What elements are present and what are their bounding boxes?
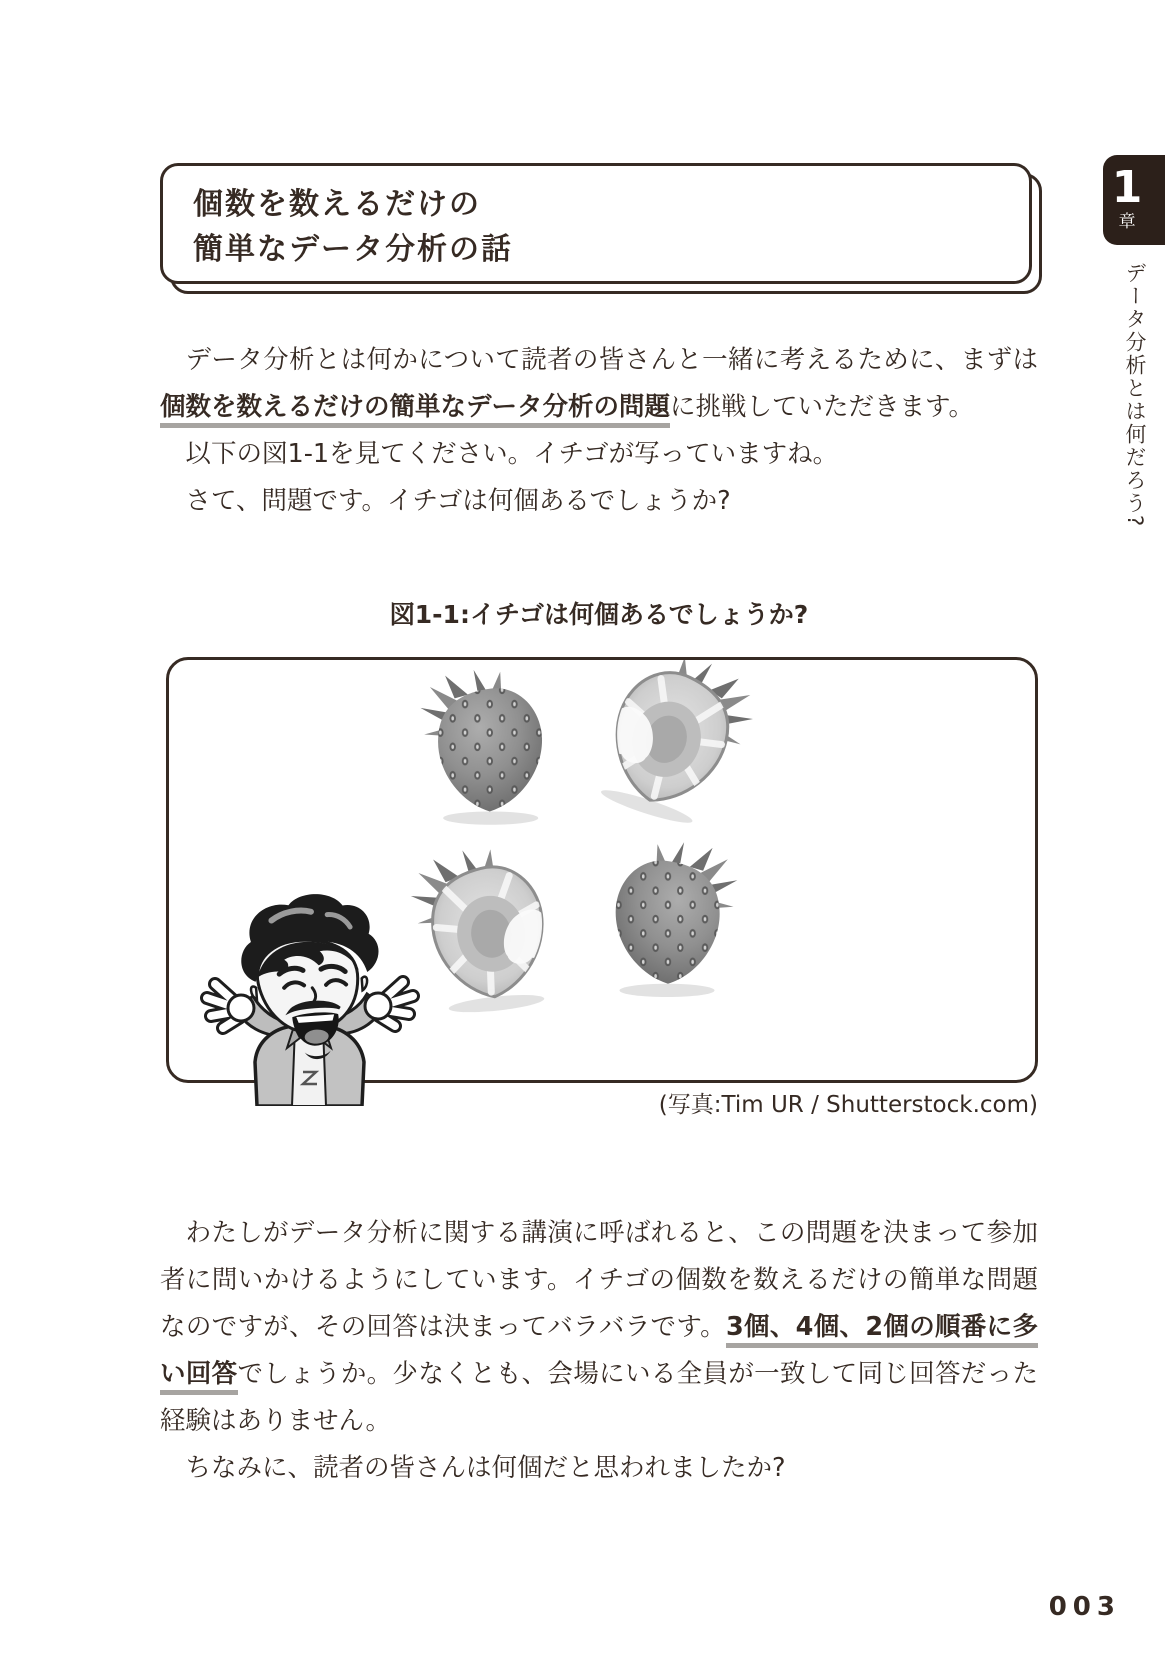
p4-emphasis: 3個、4個、2個の順番に多い回答 [160, 1312, 1038, 1395]
strawberry-whole-top-left [420, 670, 548, 825]
chapter-number-tab [1103, 155, 1165, 245]
paragraph-2: 以下の図1-1を見てください。イチゴが写っていますね。 [185, 439, 839, 469]
page-number: 003 [1048, 1592, 1121, 1622]
chapter-number-suffix: 章 [1118, 212, 1136, 232]
p4-text-a: わたしがデータ分析に関する講演に呼ばれると、この問題を決まって参加者に問いかけるようにしています。イチゴの個数を数えるだけの簡単な問題なのですが、その回答は決まってバラバラです。 [160, 1218, 1038, 1342]
paragraph-5: ちなみに、読者の皆さんは何個だと思われましたか? [185, 1453, 786, 1483]
body-text-block [160, 1210, 1038, 1492]
chapter-number: 1 [1111, 162, 1143, 213]
chapter-title-box [160, 163, 1032, 284]
chapter-title-line-1: 個数を数えるだけの [193, 187, 481, 222]
intro-text-block [160, 337, 1038, 525]
paragraph-3: さて、問題です。イチゴは何個あるでしょうか? [185, 486, 731, 516]
p1-emphasis: 個数を数えるだけの簡単なデータ分析の問題 [160, 392, 670, 428]
p4-text-b: でしょうか。少なくとも、会場にいる全員が一致して同じ回答だった経験はありません。 [160, 1359, 1038, 1436]
photo-credit: (写真:Tim UR / Shutterstock.com) [658, 1092, 1038, 1118]
p1-text-b: に挑戦していただきます。 [670, 392, 974, 422]
confused-man-illustration [191, 884, 429, 1106]
strawberry-whole-bottom-right [609, 842, 737, 997]
figure-caption: 図1-1:イチゴは何個あるでしょうか? [389, 600, 809, 629]
paragraph-1 [160, 337, 1038, 431]
strawberry-half-top-right [589, 660, 766, 836]
paragraph-4 [160, 1210, 1038, 1445]
vertical-chapter-title: データ分析とは何だろう? [1123, 262, 1147, 529]
figure-box [166, 657, 1038, 1083]
chapter-title-line-2: 簡単なデータ分析の話 [193, 232, 513, 267]
p1-text-a: データ分析とは何かについて読者の皆さんと一緒に考えるために、まずは [185, 345, 1038, 375]
